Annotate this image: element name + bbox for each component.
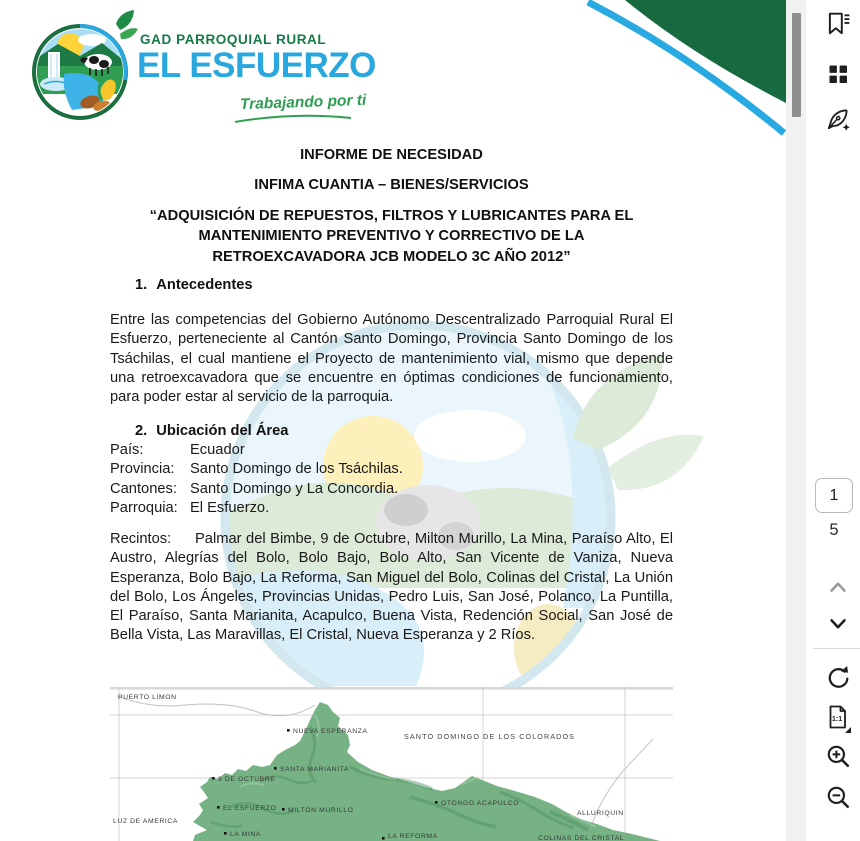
previous-page-button[interactable] xyxy=(816,567,860,607)
location-row-provincia xyxy=(110,461,673,480)
next-page-button[interactable] xyxy=(816,604,860,644)
location-row-pais xyxy=(110,442,673,461)
toolbar-divider xyxy=(813,648,860,649)
section1-title: Antecedentes xyxy=(156,277,253,293)
map-label-milton-murillo: MILTON MURILLO xyxy=(288,807,354,814)
side-toolbar xyxy=(806,0,860,841)
location-table xyxy=(110,442,673,520)
map-label-el-esfuerzo: EL ESFUERZO xyxy=(223,805,277,812)
map-label-otongo-acapulco: OTONGO ACAPULCO xyxy=(441,800,519,807)
location-label: Parroquia: xyxy=(110,500,178,517)
location-row-parroquia xyxy=(110,500,673,519)
actual-size-label: 1:1 xyxy=(832,716,843,723)
zoom-out-button[interactable] xyxy=(816,777,860,817)
logo-slogan: Trabajando por ti xyxy=(239,91,367,114)
recintos-paragraph xyxy=(110,530,673,646)
zoom-in-icon xyxy=(825,743,851,769)
actual-size-icon xyxy=(824,704,852,734)
actual-size-button[interactable] xyxy=(816,699,860,739)
map-label-luz-de-america: LUZ DE AMERICA xyxy=(113,818,179,825)
section-heading-antecedentes xyxy=(110,277,673,293)
chevron-down-icon xyxy=(827,615,849,633)
section-heading-ubicacion xyxy=(110,423,673,439)
section2-title: Ubicación del Área xyxy=(156,423,289,439)
map-label-9-de-octubre: 9 DE OCTUBRE xyxy=(218,776,276,783)
antecedentes-paragraph: Entre las competencias del Gobierno Autónomo Descentralizado Parroquial Rural El Esfuerzo, perteneciente al Cantón Santo Domingo, Provincia Santo Domingo de los Tsáchilas, el cual mantiene el Proyecto de mantenimiento vial, mismo que depende una retroexcavadora que se encuentre en óptimas condiciones de funcionamiento, para poder estar al servicio de la parroquia. xyxy=(110,312,673,406)
signature-button[interactable] xyxy=(816,99,860,139)
map-label-santa-marianita: SANTA MARIANITA xyxy=(280,766,350,773)
recintos-label: Recintos: xyxy=(110,531,172,547)
scrollbar-thumb[interactable] xyxy=(792,13,801,117)
logo-org-name: EL ESFUERZO xyxy=(137,46,376,85)
parish-map-figure xyxy=(110,687,673,841)
section1-number: 1. xyxy=(135,277,148,293)
map-label-puerto-limon: PUERTO LIMON xyxy=(118,694,177,701)
doc-title-informe: INFORME DE NECESIDAD xyxy=(300,147,483,163)
bookmark-list-icon xyxy=(825,11,851,37)
map-label-alluriquin: ALLURIQUIN xyxy=(577,810,624,817)
location-value: El Esfuerzo. xyxy=(190,500,270,517)
logo-org-type: GAD PARROQUIAL RURAL xyxy=(140,32,327,47)
total-pages-label: 5 xyxy=(829,521,839,539)
map-label-nueva-esperanza: NUEVA ESPERANZA xyxy=(293,728,368,735)
rotate-page-button[interactable] xyxy=(816,658,860,698)
page-thumbnails-button[interactable] xyxy=(816,54,860,94)
map-label-la-reforma: LA REFORMA xyxy=(388,833,438,840)
grid-icon xyxy=(826,62,850,86)
location-value: Ecuador xyxy=(190,442,245,458)
location-value: Santo Domingo y La Concordia. xyxy=(190,480,399,497)
doc-title-adquisicion-line3: RETROEXCAVADORA JCB MODELO 3C AÑO 2012” xyxy=(212,248,571,265)
zoom-in-button[interactable] xyxy=(816,736,860,776)
doc-title-adquisicion xyxy=(110,206,673,267)
rotate-icon xyxy=(825,665,851,691)
page-number-input[interactable] xyxy=(815,478,853,513)
map-label-la-mina: LA MINA xyxy=(230,831,262,838)
location-value: Santo Domingo de los Tsáchilas. xyxy=(190,461,403,478)
doc-title-adquisicion-line2: MANTENIMIENTO PREVENTIVO Y CORRECTIVO DE LA xyxy=(198,228,585,245)
doc-title-infima-cuantia: INFIMA CUANTIA – BIENES/SERVICIOS xyxy=(254,177,529,193)
location-label: País: xyxy=(110,442,144,458)
zoom-out-icon xyxy=(825,784,851,810)
section2-number: 2. xyxy=(135,423,148,439)
map-label-colinas-del-cristal: COLINAS DEL CRISTAL xyxy=(538,835,625,841)
signature-pen-icon xyxy=(825,106,851,132)
map-label-santo-domingo: SANTO DOMINGO DE LOS COLORADOS xyxy=(404,732,576,741)
location-label: Provincia: xyxy=(110,461,175,478)
recintos-list: Palmar del Bimbe, 9 de Octubre, Milton Murillo, La Mina, Paraíso Alto, El Austro, Alegrías del Bolo, Bolo Bajo, Bolo Alto, San Vicente de Vaniza, Nueva Esperanza, Bolo Bajo, La Reforma, San Miguel del Bolo, Colinas del Cristal, La Unión del Bolo, Los Ángeles, Provincias Unidas, Pedro Luis, San José, Polanco, La Puntilla, El Paraíso, Santa Marianita, Acapulco, Buena Vista, Redención Social, San José de Bella Vista, Las Maravillas, El Cristal, Nueva Esperanza y 2 Ríos. xyxy=(110,531,673,644)
chevron-up-icon xyxy=(827,578,849,596)
location-row-cantones xyxy=(110,481,673,500)
location-label: Cantones: xyxy=(110,480,177,497)
vertical-scrollbar[interactable] xyxy=(786,0,806,841)
bookmarks-button[interactable] xyxy=(816,4,860,44)
doc-title-adquisicion-line1: “ADQUISICIÓN DE REPUESTOS, FILTROS Y LUBRICANTES PARA EL xyxy=(149,208,634,224)
